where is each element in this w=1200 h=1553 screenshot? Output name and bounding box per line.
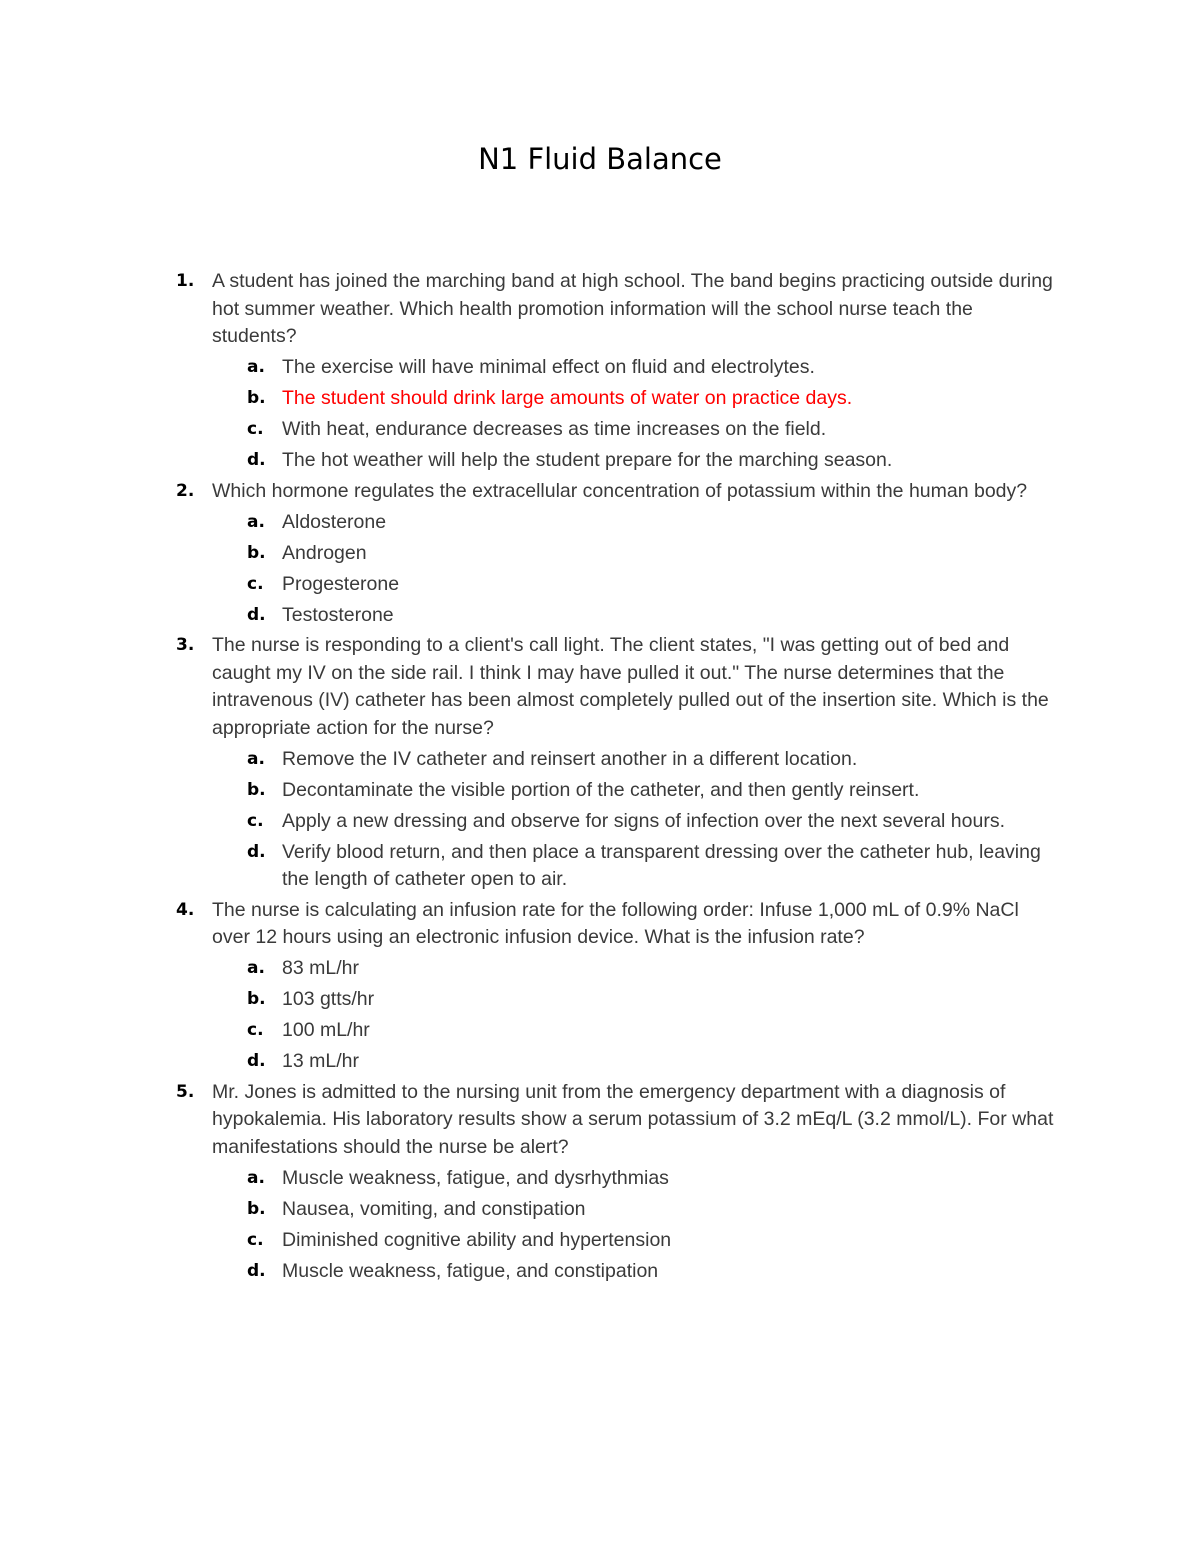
option-letter: d. xyxy=(247,1260,266,1281)
option-text: Testosterone xyxy=(282,603,394,626)
answer-option xyxy=(212,509,1060,537)
option-text: 100 mL/hr xyxy=(282,1019,370,1041)
option-text: The hot weather will help the student prepare for the marching season. xyxy=(282,449,893,471)
option-letter: b. xyxy=(247,542,266,563)
option-text: Decontaminate the visible portion of the catheter, and then gently reinsert. xyxy=(282,778,920,801)
answer-option-highlighted xyxy=(212,385,1060,413)
answer-option xyxy=(212,1227,1060,1255)
question-list xyxy=(0,268,1200,1285)
question-item xyxy=(0,1079,1200,1286)
option-text: Androgen xyxy=(282,541,367,564)
option-letter: b. xyxy=(247,989,266,1009)
answer-option xyxy=(212,1017,1060,1045)
answer-options xyxy=(212,354,1060,475)
option-text: With heat, endurance decreases as time increases on the field. xyxy=(282,418,827,440)
option-letter: c. xyxy=(247,573,264,594)
question-item xyxy=(0,897,1200,1076)
option-text: Verify blood return, and then place a transparent dressing over the catheter hub, leaving the length of catheter open to air. xyxy=(282,840,1041,890)
question-number: 5. xyxy=(176,1081,195,1102)
option-text: The exercise will have minimal effect on fluid and electrolytes. xyxy=(282,356,815,378)
answer-options xyxy=(212,746,1060,894)
answer-option xyxy=(212,354,1060,382)
answer-options xyxy=(212,509,1060,630)
option-letter: c. xyxy=(247,419,264,439)
question-number: 3. xyxy=(176,635,195,655)
option-letter: d. xyxy=(247,450,266,470)
answer-option xyxy=(212,1258,1060,1286)
option-text: Muscle weakness, fatigue, and constipation xyxy=(282,1259,659,1282)
answer-option xyxy=(212,746,1060,774)
answer-options xyxy=(212,955,1060,1076)
answer-option xyxy=(212,986,1060,1014)
question-text: The nurse is calculating an infusion rate for the following order: Infuse 1,000 mL of 0.9% NaCl over 12 hours using an electronic infusion device. What is the infusion rate? xyxy=(212,898,1019,948)
answer-option xyxy=(212,839,1060,894)
option-letter: a. xyxy=(247,748,265,769)
option-text: Remove the IV catheter and reinsert another in a different location. xyxy=(282,747,858,770)
answer-option xyxy=(212,447,1060,475)
question-number: 4. xyxy=(176,899,195,920)
option-text: 83 mL/hr xyxy=(282,957,359,979)
option-text: Muscle weakness, fatigue, and dysrhythmias xyxy=(282,1166,669,1189)
question-text: A student has joined the marching band at high school. The band begins practicing outside during hot summer weather. Which health promotion information will the school nurse teach the students? xyxy=(212,270,1053,347)
option-letter: a. xyxy=(247,357,265,377)
option-letter: c. xyxy=(247,1020,264,1040)
answer-option xyxy=(212,540,1060,568)
option-letter: a. xyxy=(247,1167,265,1188)
option-letter: a. xyxy=(247,511,265,532)
question-item xyxy=(0,268,1200,475)
option-letter: d. xyxy=(247,841,266,862)
question-text: The nurse is responding to a client's call light. The client states, "I was getting out of bed and caught my IV on the side rail. I think I may have pulled it out." The nurse determines that the intravenous (IV) catheter has been almost completely pulled out of the insertion site. Which is the appropriate action for the nurse? xyxy=(212,634,1049,739)
option-text: Aldosterone xyxy=(282,510,387,533)
question-text: Mr. Jones is admitted to the nursing unit from the emergency department with a diagnosis of hypokalemia. His laboratory results show a serum potassium of 3.2 mEq/L (3.2 mmol/L). For what manifestations should the nurse be alert? xyxy=(212,1080,1054,1158)
option-letter: b. xyxy=(247,779,266,800)
answer-option xyxy=(212,1196,1060,1224)
answer-option xyxy=(212,1165,1060,1193)
option-letter: b. xyxy=(247,1198,266,1219)
option-text: Diminished cognitive ability and hypertension xyxy=(282,1228,672,1251)
option-letter: d. xyxy=(247,1051,266,1071)
question-text: Which hormone regulates the extracellular concentration of potassium within the human body? xyxy=(212,479,1028,502)
option-text: 103 gtts/hr xyxy=(282,988,375,1010)
option-text: Apply a new dressing and observe for signs of infection over the next several hours. xyxy=(282,809,1005,832)
option-text-highlighted: The student should drink large amounts of water on practice days. xyxy=(282,387,853,409)
answer-option xyxy=(212,955,1060,983)
question-number: 2. xyxy=(176,480,195,501)
answer-options xyxy=(212,1165,1060,1286)
answer-option xyxy=(212,1048,1060,1076)
question-number: 1. xyxy=(176,271,195,291)
option-text: 13 mL/hr xyxy=(282,1050,359,1072)
option-text: Nausea, vomiting, and constipation xyxy=(282,1197,586,1220)
option-letter: d. xyxy=(247,604,266,625)
option-letter: b. xyxy=(247,388,266,408)
option-letter: c. xyxy=(247,810,264,831)
answer-option xyxy=(212,808,1060,836)
question-item xyxy=(0,478,1200,630)
option-text: Progesterone xyxy=(282,572,400,595)
page-title: N1 Fluid Balance xyxy=(478,142,722,176)
option-letter: a. xyxy=(247,958,265,978)
answer-option xyxy=(212,571,1060,599)
answer-option xyxy=(212,602,1060,630)
option-letter: c. xyxy=(247,1229,264,1250)
answer-option xyxy=(212,416,1060,444)
question-item xyxy=(0,632,1200,894)
answer-option xyxy=(212,777,1060,805)
